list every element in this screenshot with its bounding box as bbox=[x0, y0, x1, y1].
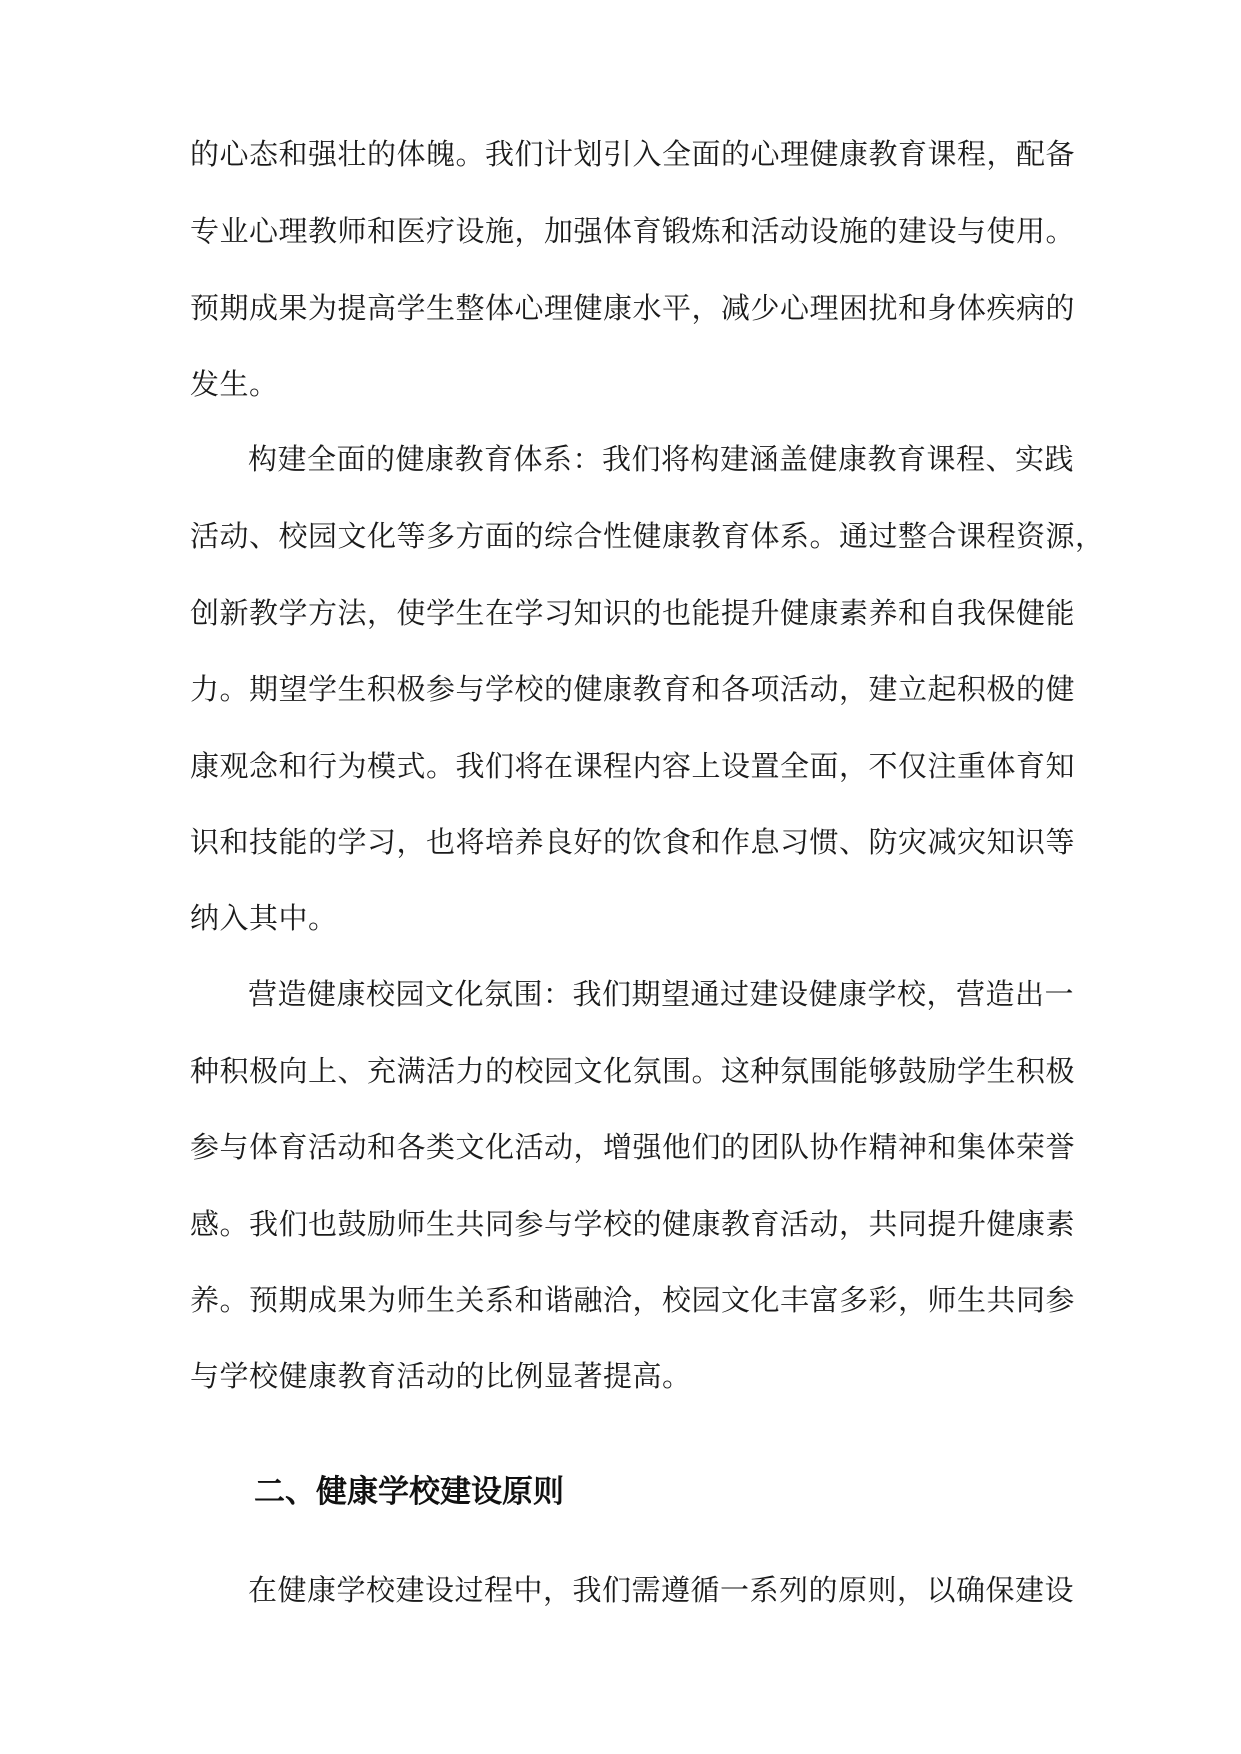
paragraph-3-line-4: 感。我们也鼓励师生共同参与学校的健康教育活动，共同提升健康素 bbox=[190, 1207, 1076, 1241]
paragraph-3-line-1: 营造健康校园文化氛围：我们期望通过建设健康学校，营造出一 bbox=[248, 977, 1075, 1011]
paragraph-1-line-3: 预期成果为提高学生整体心理健康水平，减少心理困扰和身体疾病的 bbox=[190, 291, 1076, 325]
closing-paragraph-line-1: 在健康学校建设过程中，我们需遵循一系列的原则，以确保建设 bbox=[248, 1573, 1075, 1607]
paragraph-2-line-7: 纳入其中。 bbox=[190, 901, 338, 935]
paragraph-3-line-3: 参与体育活动和各类文化活动，增强他们的团队协作精神和集体荣誉 bbox=[190, 1130, 1076, 1164]
paragraph-1-line-1: 的心态和强壮的体魄。我们计划引入全面的心理健康教育课程，配备 bbox=[190, 137, 1076, 171]
section-heading: 二、健康学校建设原则 bbox=[254, 1474, 564, 1510]
paragraph-3-line-6: 与学校健康教育活动的比例显著提高。 bbox=[190, 1359, 692, 1393]
paragraph-2-line-2: 活动、校园文化等多方面的综合性健康教育体系。通过整合课程资源， bbox=[190, 519, 1105, 553]
paragraph-2-line-4: 力。期望学生积极参与学校的健康教育和各项活动，建立起积极的健 bbox=[190, 672, 1076, 706]
paragraph-1-line-4: 发生。 bbox=[190, 367, 279, 401]
paragraph-3-line-5: 养。预期成果为师生关系和谐融洽，校园文化丰富多彩，师生共同参 bbox=[190, 1283, 1076, 1317]
paragraph-2-line-6: 识和技能的学习，也将培养良好的饮食和作息习惯、防灾减灾知识等 bbox=[190, 825, 1076, 859]
paragraph-1-line-2: 专业心理教师和医疗设施，加强体育锻炼和活动设施的建设与使用。 bbox=[190, 214, 1076, 248]
paragraph-2-line-3: 创新教学方法，使学生在学习知识的也能提升健康素养和自我保健能 bbox=[190, 596, 1076, 630]
paragraph-2-line-5: 康观念和行为模式。我们将在课程内容上设置全面，不仅注重体育知 bbox=[190, 749, 1076, 783]
paragraph-3-line-2: 种积极向上、充满活力的校园文化氛围。这种氛围能够鼓励学生积极 bbox=[190, 1054, 1076, 1088]
paragraph-2-line-1: 构建全面的健康教育体系：我们将构建涵盖健康教育课程、实践 bbox=[248, 442, 1075, 476]
